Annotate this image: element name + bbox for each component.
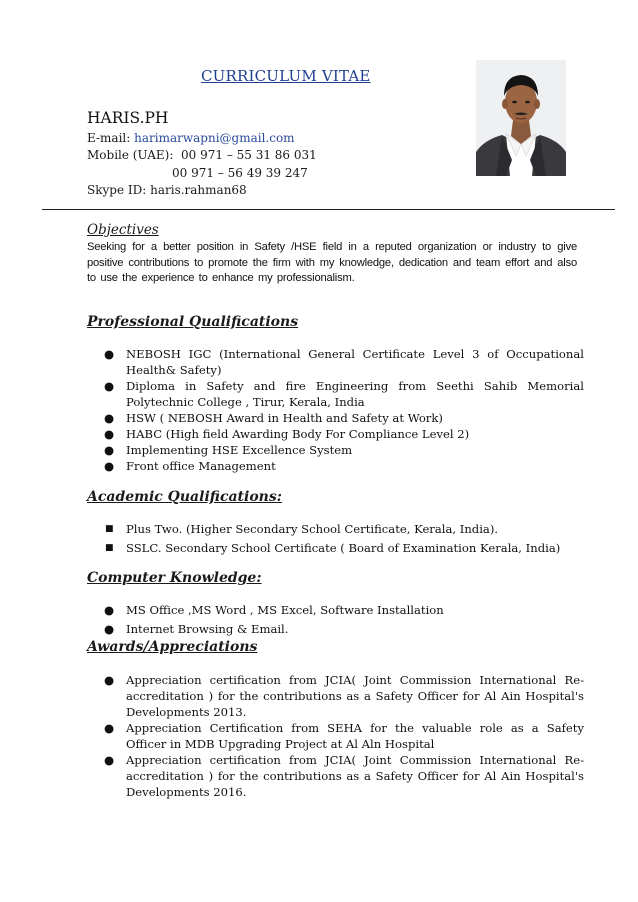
list-item: ● Diploma in Safety and fire Engineering from Seethi Sahib Memorial Polytechnic College , Tirur, Kerala, India [104,379,584,409]
bullet-icon: ● [104,603,115,617]
email-link[interactable]: harimarwapni@gmail.com [134,131,295,145]
square-bullet-icon: ■ [105,524,114,534]
square-bullet-icon: ■ [105,543,114,553]
computer-knowledge-list [87,602,584,640]
portrait-illustration [476,60,566,176]
phone-secondary: 00 971 – 56 49 39 247 [172,166,308,180]
awards-list [87,672,584,800]
bullet-icon: ● [104,347,115,361]
list-item: ● Appreciation certification from JCIA( Joint Commission International Re-accreditation ) for the contributions as a Safety Officer for Al Ain Hospital's Developments 2016. [104,753,584,799]
list-item: ● Implementing HSE Excellence System [104,443,353,457]
skype-row [87,183,247,197]
email-row [87,131,295,145]
email-label: E-mail: [87,131,131,145]
awards-heading: Awards/Appreciations [87,639,258,655]
bullet-icon: ● [104,753,115,767]
academic-qualifications-heading: Academic Qualifications: [87,489,282,505]
list-item: ■ Plus Two. (Higher Secondary School Certificate, Kerala, India). [105,522,499,536]
phone-primary: 00 971 – 55 31 86 031 [181,148,317,162]
mobile-row [87,148,317,162]
bullet-icon: ● [104,411,115,425]
list-item: ● NEBOSH IGC (International General Certificate Level 3 of Occupational Health& Safety) [104,347,584,377]
list-item: ● Appreciation certification from JCIA( Joint Commission International Re-accreditation ) for the contributions as a Safety Officer for Al Ain Hospital's Developments 2013. [104,673,584,719]
mobile-label: Mobile (UAE): [87,148,174,162]
candidate-name: HARIS.PH [87,109,169,127]
list-item: ● Front office Management [104,459,276,473]
academic-qualifications-list [87,521,584,559]
professional-qualifications-list [87,346,584,474]
bullet-icon: ● [104,427,115,441]
skype-label: Skype ID: [87,183,147,197]
list-item: ● Internet Browsing & Email. [104,622,289,636]
list-item: ● HABC (High field Awarding Body For Compliance Level 2) [104,427,470,441]
objectives-text: Seeking for a better position in Safety /HSE field in a reputed organization or industry to give positive contributions to promote the firm with my knowledge, dedication and team effort and also to use the experience to enhance my professionalism. [87,241,577,284]
computer-knowledge-heading: Computer Knowledge: [87,570,262,586]
bullet-icon: ● [104,443,115,457]
list-item: ● HSW ( NEBOSH Award in Health and Safety at Work) [104,411,443,425]
professional-qualifications-heading: Professional Qualifications [87,314,299,330]
bullet-icon: ● [104,721,115,735]
skype-id: haris.rahman68 [150,183,247,197]
bullet-icon: ● [104,622,115,636]
list-item: ● Appreciation Certification from SEHA for the valuable role as a Safety Officer in MDB Upgrading Project at Al Aln Hospital [104,721,584,751]
cv-title: CURRICULUM VITAE [201,67,371,85]
bullet-icon: ● [104,673,115,687]
profile-photo [476,60,566,176]
bullet-icon: ● [104,379,115,393]
list-item: ● MS Office ,MS Word , MS Excel, Software Installation [104,603,444,617]
header-divider [42,209,615,210]
bullet-icon: ● [104,459,115,473]
objectives-heading: Objectives [87,222,159,238]
list-item: ■ SSLC. Secondary School Certificate ( Board of Examination Kerala, India) [105,541,561,555]
